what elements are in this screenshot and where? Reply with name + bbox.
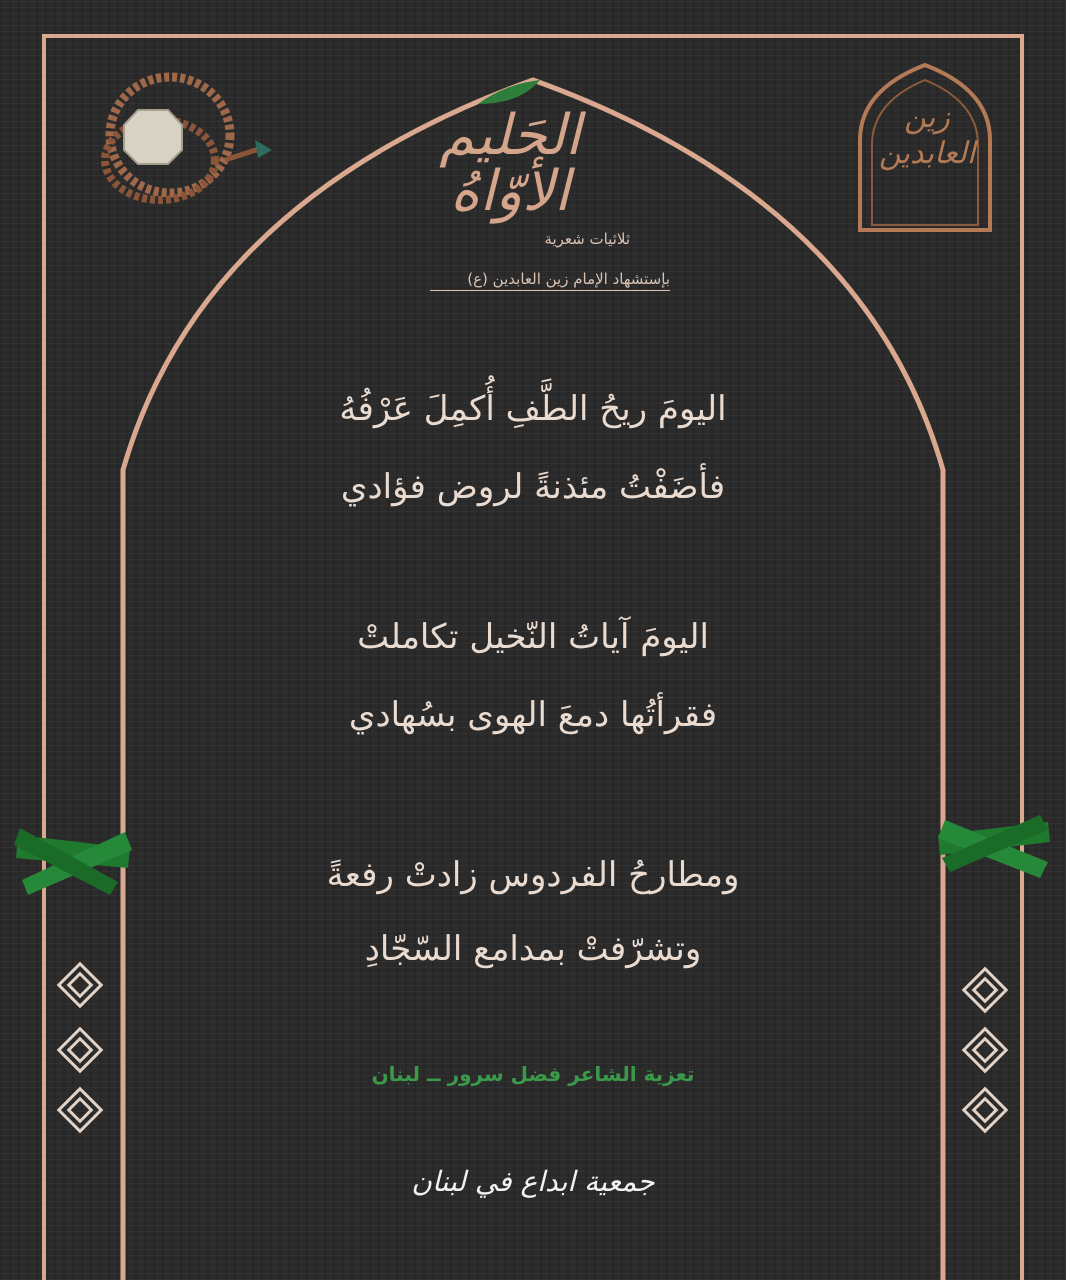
right-ornaments	[964, 969, 1006, 1131]
ornament-icon	[59, 1029, 101, 1071]
poem-subtitle: ثلاثيات شعرية	[544, 230, 630, 248]
verse-2-line-2: فقرأتُها دمعَ الهوى بسُهادي	[348, 695, 718, 735]
footer-logo: جمعية ابداع في لبنان	[411, 1165, 655, 1198]
ornament-icon	[964, 1089, 1006, 1131]
verse-3-line-1: ومطارحُ الفردوس زادتْ رفعةً	[326, 855, 740, 895]
poem-occasion: بإستشهاد الإمام زين العابدين (ع)	[430, 270, 670, 291]
ornament-icon	[964, 969, 1006, 1011]
verse-1-line-1: اليومَ ريحُ الطَّفِ أُكمِلَ عَرْفُهُ	[339, 389, 727, 429]
ornament-icon	[59, 964, 101, 1006]
left-ribbon	[14, 828, 132, 895]
leaf-icon	[478, 80, 540, 104]
verse-3-line-2: وتشرّفتْ بمدامع السّجّادِ	[364, 929, 702, 969]
poem-title: الحَليم الأوّاهُ	[439, 103, 581, 224]
right-ribbon	[938, 815, 1050, 878]
emblem-text: زين العابدين	[878, 100, 976, 171]
verse-1-line-2: فأضَفْتُ مئذنةً لروض فؤادي	[340, 467, 726, 507]
arch-border	[123, 80, 943, 1280]
verse-2-line-1: اليومَ آياتُ النّخيل تكاملتْ	[357, 617, 709, 657]
left-ornaments	[59, 964, 101, 1131]
ornament-icon	[59, 1089, 101, 1131]
poet-credit: تعزية الشاعر فضل سرور ــ لبنان	[371, 1062, 695, 1086]
prayer-beads-icon	[105, 77, 272, 200]
ornament-icon	[964, 1029, 1006, 1071]
